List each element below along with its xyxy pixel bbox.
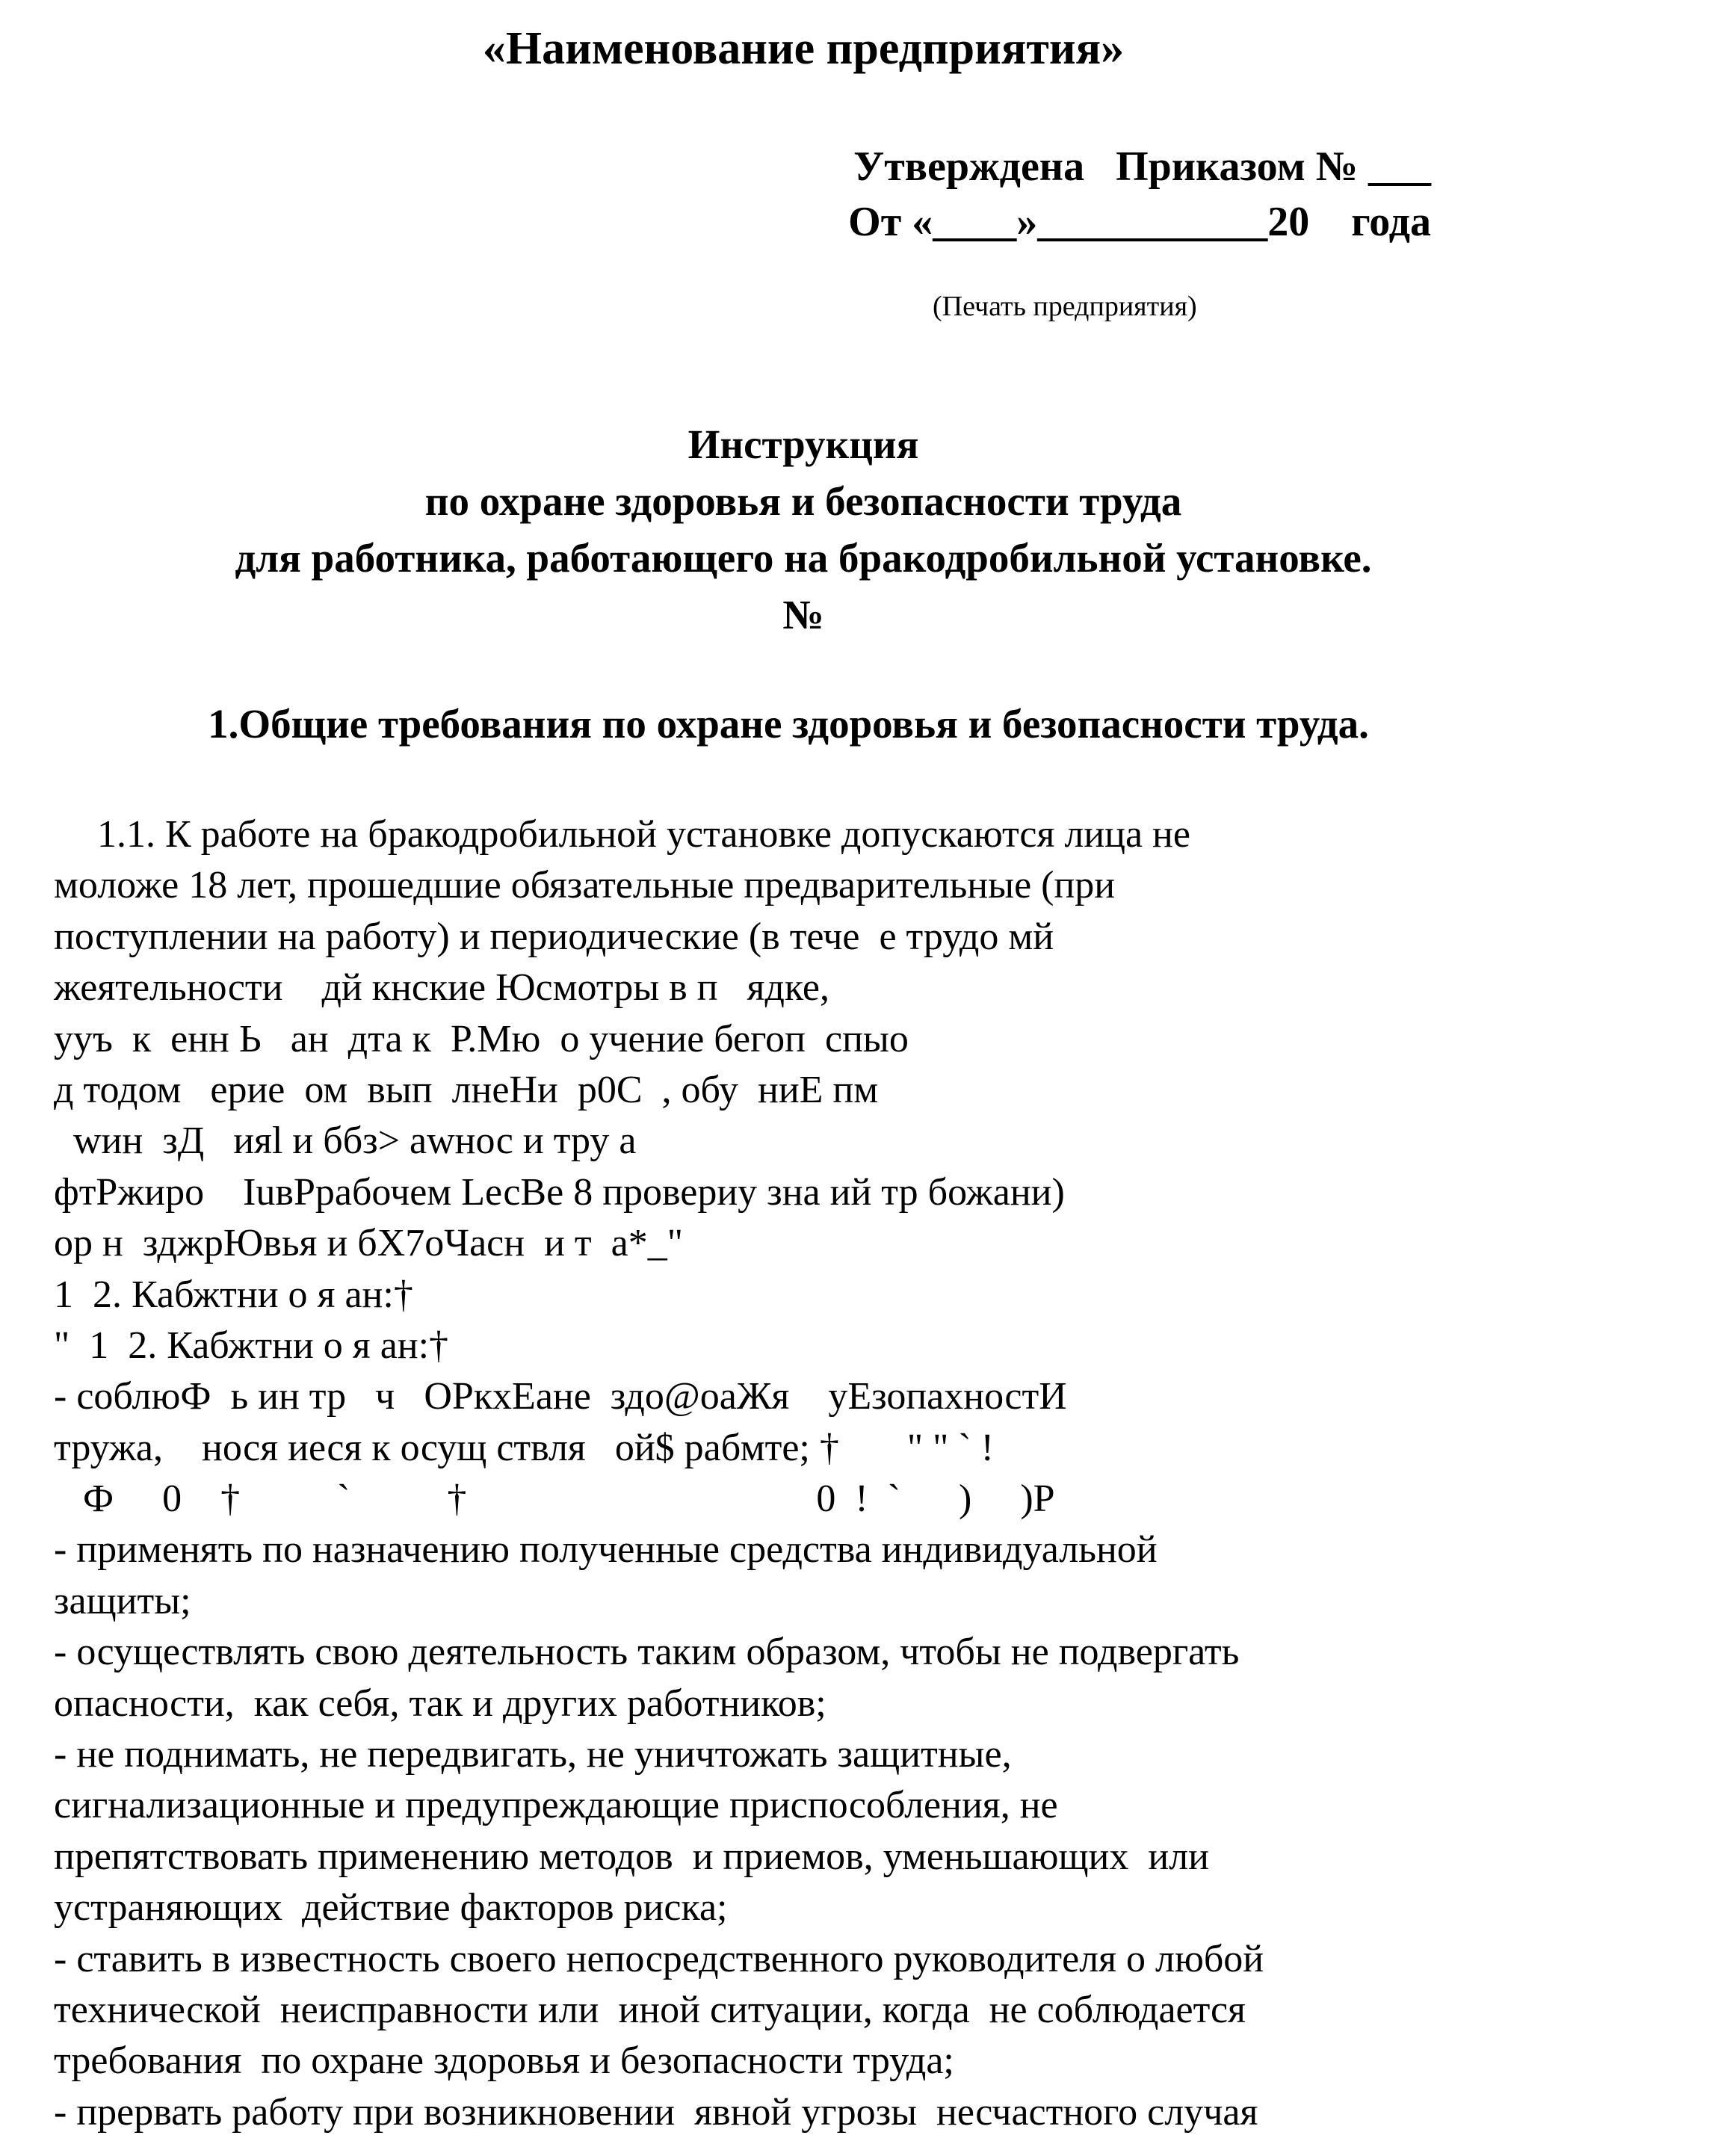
text-line: - ставить в известность своего непосредственного руководителя о любой bbox=[54, 1937, 1264, 1980]
title-number: № bbox=[782, 592, 824, 637]
text-line: Ф 0 † ` † 0 ! ` ) )Р bbox=[54, 1477, 1055, 1521]
body-text bbox=[54, 809, 1698, 2138]
approval-block bbox=[848, 139, 1431, 250]
approval-date-line: От «____»___________20 года bbox=[848, 199, 1431, 245]
title-line: Инструкция bbox=[687, 421, 919, 467]
text-line: поступлении на работу) и периодические (в тече е трудо мй bbox=[54, 915, 1054, 958]
text-line: препятствовать применению методов и приемов, уменьшающих или bbox=[54, 1835, 1209, 1878]
text-line: ор н зджрЮвья и бХ7оЧасн и т а*_" bbox=[54, 1222, 683, 1265]
text-line: защиты; bbox=[54, 1579, 191, 1622]
text-line: 1 2. Кабжтни о я ан:† bbox=[54, 1273, 413, 1316]
approval-order-line: Утверждена Приказом № ___ bbox=[853, 143, 1431, 190]
text-line: фтРжиро IuвРрабочем LесВе 8 провериу зна ий тр божани) bbox=[54, 1170, 1065, 1214]
text-line: тружа, нося иеся к осущ ствля ой$ рабмте; † " " ` ! bbox=[54, 1426, 994, 1469]
text-line: технической неисправности или иной ситуации, когда не соблюдается bbox=[54, 1988, 1246, 2031]
text-line: д тодом ерие ом вып лнеНи р0С , обу ниЕ пм bbox=[54, 1068, 879, 1111]
text-line: - прервать работу при возникновении явной угрозы несчастного случая bbox=[54, 2090, 1258, 2134]
text-line: ууъ к енн Ь ан дта к Р.Мю о учение бегоп спыо bbox=[54, 1017, 909, 1060]
text-line: - не поднимать, не передвигать, не уничтожать защитные, bbox=[54, 1733, 1012, 1776]
text-line: - применять по назначению полученные средства индивидуальной bbox=[54, 1528, 1158, 1572]
document-title bbox=[0, 416, 1607, 643]
company-name: «Наименование предприятия» bbox=[482, 23, 1125, 74]
text-line: требования по охране здоровья и безопасности труда; bbox=[54, 2039, 954, 2083]
stamp-note: (Печать предприятия) bbox=[933, 291, 1197, 322]
text-line: жеятельности дй кнские Юсмотры в п ядке, bbox=[54, 966, 829, 1010]
text-line: wин зД ияl и ббз> awнос и тру а bbox=[54, 1119, 637, 1163]
text-line: моложе 18 лет, прошедшие обязательные предварительные (при bbox=[54, 864, 1116, 907]
section-heading: 1.Общие требования по охране здоровья и безопасности труда. bbox=[208, 701, 1369, 747]
text-line: сигнализационные и предупреждающие приспособления, не bbox=[54, 1784, 1058, 1827]
text-line: - соблюФ ь ин тр ч ОРкхЕане здо@оаЖя уЕзопахностИ bbox=[54, 1375, 1067, 1418]
text-line: " 1 2. Кабжтни о я ан:† bbox=[54, 1323, 449, 1367]
text-line: 1.1. К работе на бракодробильной установке допускаются лица не bbox=[97, 813, 1190, 856]
title-line: по охране здоровья и безопасности труда bbox=[424, 478, 1182, 524]
title-line: для работника, работающего на бракодробильной установке. bbox=[235, 535, 1372, 581]
text-line: - осуществлять свою деятельность таким образом, чтобы не подвергать bbox=[54, 1631, 1240, 1674]
text-line: опасности, как себя, так и других работников; bbox=[54, 1681, 826, 1725]
text-line: устраняющих действие факторов риска; bbox=[54, 1886, 728, 1930]
